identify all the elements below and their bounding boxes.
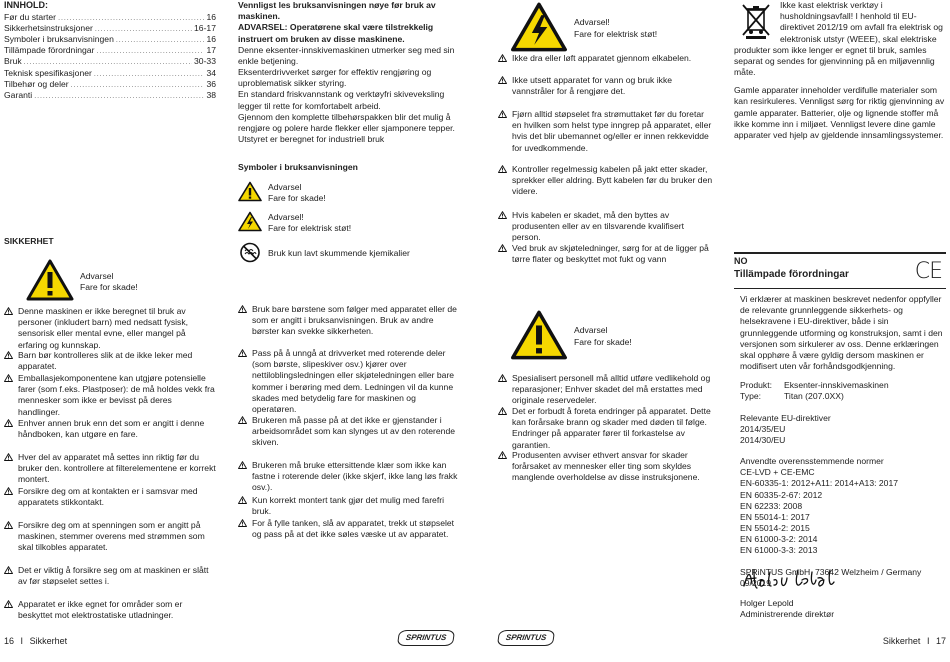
page-number: 16 (4, 636, 15, 646)
signer-block (740, 598, 946, 620)
footer-section: Sikkerhet (29, 636, 68, 646)
symbol-row (238, 181, 466, 205)
crossed-bin-icon (738, 2, 774, 43)
type-label: Type: (740, 391, 762, 402)
standards-title: Anvendte overensstemmende normer (740, 456, 884, 467)
list-entry: CE-LVD + CE-EMC (740, 467, 815, 478)
list-item (238, 348, 460, 415)
list-item-text: Ikke utsett apparatet for vann og bruk ikke vannstråler for å rengjøre det. (512, 75, 673, 97)
symbol-line: Bruk kun lavt skummende kjemikalier (268, 248, 410, 259)
list-item-text: Hvis kabelen er skadet, må den byttes av produsenten eller av en tilsvarende kvalifisert person. (512, 210, 684, 243)
symbol-line: Advarsel! (268, 212, 304, 223)
list-item-text: Ikke dra eller løft apparatet gjennom elkabelen. (512, 53, 692, 63)
declaration-title: Tillämpade förordningar (734, 268, 849, 280)
safety-warning (26, 259, 216, 304)
list-entry: EN 61000-3-2: 2014 (740, 534, 818, 545)
toc-page: 16 (206, 11, 216, 22)
intro-paragraph: Eksenterdrivverket sørger for effektiv rengjøring og uproblematisk sikker styring. (238, 67, 432, 89)
toc-row (4, 68, 216, 79)
list-item (238, 304, 460, 338)
footer-separator: I (20, 636, 24, 646)
safety-heading: SIKKERHET (4, 236, 54, 246)
list-entry: EN 62233: 2008 (740, 500, 803, 511)
list-item (498, 210, 714, 244)
symbols-section (238, 162, 466, 266)
list-item (498, 373, 714, 407)
list-item-text: Denne maskinen er ikke beregnet til bruk av personer (inkludert barn) med nedsatt fysisk, sensorisk eller mental evne, eller mangel på erfaring og kunnskap. (18, 306, 189, 350)
electric-warning-icon (238, 211, 262, 235)
list-item-text: Bruk bare børstene som følger med apparatet eller de som er angitt i bruksanvisningen. Bruk av andre børster kan svekke sikkerheten. (252, 304, 457, 337)
list-item (4, 599, 216, 621)
caution-icon (498, 76, 507, 97)
weee-text-2: Gamle apparater inneholder verdifulle materialer som kan resirkuleres. Vennligst sørg for riktig gjenvinning av gamle apparater. Batterier, olje og lignende stoffer må ikke komme inn i miljøet. Vennligst levere dine gamle apparater ved hjelp av gjeldende innsamlingssystemer. (734, 85, 945, 140)
caution-icon (238, 519, 247, 540)
standards-list (740, 467, 946, 556)
weee-section (734, 0, 948, 141)
intro-paragraph: En standard friskvannstank og verktøyfri skiveveksling legger til rette for komfortabelt arbeid. (238, 89, 445, 111)
list-item-text: Produsenten avviser ethvert ansvar for skader forårsaket av mennesker eller ting som skyldes manglende overholdelse av disse instruksjonene. (512, 450, 700, 483)
list-item (498, 164, 714, 198)
caution-icon (4, 487, 13, 508)
caution-icon (238, 305, 247, 338)
caution-icon (4, 600, 13, 621)
toc-page: 17 (206, 45, 216, 56)
warning-line: Advarsel! (574, 17, 610, 28)
toc-page: 16 (206, 34, 216, 45)
list-item (238, 518, 460, 540)
warning-line: Fare for skade! (574, 336, 632, 347)
list-item (4, 350, 216, 372)
no-foam-icon (238, 242, 262, 266)
warning-icon (510, 310, 568, 363)
toc-row (4, 90, 216, 101)
product-row (740, 380, 946, 391)
footer-right (883, 636, 946, 648)
toc-page: 36 (206, 78, 216, 89)
toc-row (4, 23, 216, 34)
sprintus-logo: SPRINTUS (397, 630, 455, 646)
symbol-line: Fare for skade! (268, 193, 326, 204)
toc-row (4, 45, 216, 56)
toc-label: Tilbehør og deler (4, 78, 69, 89)
toc-label: Garanti (4, 89, 33, 100)
list-item-text: Enhver annen bruk enn det som er angitt i denne håndboken, kan utgøre en fare. (18, 418, 205, 440)
list-item-text: Barn bør kontrolleres slik at de ikke leker med apparatet. (18, 350, 193, 372)
caution-icon (498, 165, 507, 198)
toc-page: 30-33 (194, 56, 216, 67)
caution-icon (238, 416, 247, 449)
caution-icon (498, 451, 507, 484)
company: SPRiNTUS GmbH, 73642 Welzheim / Germany (740, 566, 922, 577)
list-item-text: Emballasjekomponentene kan utgjøre potensielle farer (som f.eks. Plastposer): de må holdes vekk fra mennesker som ikke er bevisst på deres handlinger. (18, 373, 215, 417)
ce-mark: CE (914, 259, 942, 284)
toc-label: Bruk (4, 56, 22, 67)
list-item-text: Brukeren må passe på at det ikke er gjenstander i arbeidsområdet som kan slynges ut av den roterende skiven. (252, 415, 456, 448)
list-item (4, 418, 216, 440)
intro-paragraph: Utstyret er beregnet for industriell bruk (238, 134, 385, 145)
left-column (4, 0, 216, 101)
declaration-date: 09/2019 (740, 577, 772, 588)
warning-line: Fare for elektrisk støt! (574, 28, 658, 39)
toc-row (4, 12, 216, 23)
page-number: 17 (935, 636, 946, 646)
directives-list (740, 424, 946, 446)
list-item (498, 450, 714, 484)
footer-section: Sikkerhet (882, 636, 921, 646)
list-entry: EN 55014-1: 2017 (740, 511, 810, 522)
list-item-text: Kun korrekt montert tank gjør det mulig med farefri bruk. (252, 495, 444, 517)
caution-icon (4, 351, 13, 372)
list-entry: EN-60335-1: 2012+A11: 2014+A13: 2017 (740, 478, 898, 489)
warning-line: Fare for skade! (80, 281, 138, 292)
list-item (498, 53, 714, 64)
warning-line: Advarsel (574, 325, 608, 336)
injury-warning (510, 310, 632, 363)
list-item-text: Det er viktig å forsikre seg om at maskinen er slått av før støpselet settes i. (18, 565, 209, 587)
warning-icon (26, 259, 74, 304)
symbols-heading: Symboler i bruksanvisningen (238, 162, 358, 172)
intro-paragraph: Gjennom den komplette tilbehørspakken blir det mulig å rengjøre og polere harde flekker eller sjamponere tepper. (238, 111, 455, 133)
declaration-intro: Vi erklærer at maskinen beskrevet nedenfor oppfyller de relevante grunnleggende sikkerhets- og helsekravene i EU-direktiver, både i sin grunnleggende utforming og konstruksjon, samt i den versjonen som sirkulerer av oss. Denne erklæringen skal opphøre å være gyldig dersom maskinen er modifisert uten vår forhåndsgodkjenning. (740, 294, 943, 372)
symbol-row (238, 242, 466, 266)
weee-text: Ikke kast elektrisk verktøy i husholdningsavfall! I henhold til EU-direktivet 2012/19 om avfall fra elektrisk og elektronisk utstyr (WEEE), skal elektriske produkter som ikke lenger er egnet til bruk, samles separat og sendes for gjenvinning på en miljøvennlig måte. (734, 0, 943, 78)
caution-icon (498, 407, 507, 451)
list-item (4, 565, 216, 587)
list-entry: 2014/30/EU (740, 434, 786, 445)
toc-row (4, 79, 216, 90)
list-item-text: For å fylle tanken, slå av apparatet, trekk ut støpselet og pass på at det ikke søles væske ut av apparatet. (252, 518, 455, 540)
list-item-text: Hver del av apparatet må settes inn riktig før du bruker den. kontrollere at filterelementene er korrekt montert. (18, 452, 216, 485)
list-item (4, 373, 216, 418)
warning-icon (238, 181, 262, 205)
declaration-header (734, 252, 946, 289)
signer-title: Administrerende direktør (740, 609, 835, 620)
list-item (4, 306, 216, 351)
toc-page: 34 (206, 67, 216, 78)
intro-advarsel: ADVARSEL: Operatørene skal være tilstrekkelig instruert om bruken av disse maskinene. (238, 22, 434, 44)
declaration-body (740, 294, 946, 589)
list-item (498, 406, 714, 451)
signature (740, 566, 840, 597)
sprintus-logo: SPRINTUS (497, 630, 555, 646)
toc-label: Symboler i bruksanvisningen (4, 34, 114, 45)
directives-title: Relevante EU-direktiver (740, 412, 831, 423)
country-code: NO (734, 256, 748, 266)
toc-row (4, 34, 216, 45)
caution-icon (498, 110, 507, 154)
caution-icon (4, 374, 13, 418)
symbol-row (238, 211, 466, 235)
caution-icon (498, 54, 507, 64)
list-item-text: Pass på å unngå at drivverket med roterende deler (som børste, slipeskiver osv.) kjører over nettiloblingsledningen eller skjøteledningen eller bare kommer i berøring med dem. Ledningen vil da kunne skades med betydelig fare for maskinen og operatøren. (252, 348, 455, 414)
list-item-text: Forsikre deg om at spenningen som er angitt på maskinen, stemmer overens med strømmen som skal tilkobles apparatet. (18, 520, 205, 553)
caution-icon (498, 211, 507, 244)
toc-label: Før du starter (4, 11, 57, 22)
intro-heading: Vennligst les bruksanvisningen nøye før bruk av maskinen. (238, 0, 436, 22)
product-label: Produkt: (740, 380, 773, 391)
signer-name: Holger Lepold (740, 598, 794, 608)
list-item-text: Det er forbudt å foreta endringer på apparatet. Dette kan forårsake brann og skader med døden til følge. Endringer på apparater fører til forkastelse av garantien. (512, 406, 711, 450)
list-item (498, 243, 714, 265)
toc-title: INNHOLD: (4, 0, 48, 10)
list-item (4, 520, 216, 554)
list-entry: EN 60335-2-67: 2012 (740, 489, 823, 500)
list-item (4, 486, 216, 508)
list-item-text: Spesialisert personell må alltid utføre vedlikehold og reparasjoner; Enhver skadet del må erstattes med originale reservedeler. (512, 373, 711, 406)
list-entry: EN 55014-2: 2015 (740, 523, 810, 534)
symbol-line: Advarsel (268, 182, 302, 193)
footer-left (4, 636, 67, 648)
caution-icon (498, 244, 507, 265)
list-item (238, 415, 460, 449)
product-value: Eksenter-innskivemaskinen (784, 380, 889, 391)
list-item-text: Ved bruk av skjøteledninger, sørg for at de ligger på tørre flater og beskyttet mot fukt og vann (512, 243, 709, 265)
list-entry: EN 61000-3-3: 2013 (740, 545, 818, 556)
intro-paragraph: Denne eksenter-innskivemaskinen utmerker seg med sin enkle betjening. (238, 44, 455, 66)
toc-page: 38 (206, 89, 216, 100)
list-item-text: Forsikre deg om at kontakten er i samsvar med apparatets stikkontakt. (18, 486, 198, 508)
list-item-text: Apparatet er ikke egnet for områder som er beskyttet mot elektrostatiske utladninger. (18, 599, 183, 621)
caution-icon (238, 349, 247, 415)
caution-icon (238, 461, 247, 494)
toc-page: 16-17 (194, 22, 216, 33)
toc-label: Teknisk spesifikasjoner (4, 67, 92, 78)
list-item-text: Fjørn alltid støpselet fra strømuttaket før du foretar en hvilken som helst type inngrep på apparatet, eller hvis det blir ubemannet og/eller er innen rekkevidde for uvedkommende. (512, 109, 712, 153)
caution-icon (4, 307, 13, 351)
list-item-text: Kontroller regelmessig kabelen på jakt etter skader, sprekker eller aldring. Bytt kabelen før du bruker den videre. (512, 164, 713, 197)
caution-icon (4, 566, 13, 587)
table-of-contents (4, 12, 216, 101)
electric-warning (510, 2, 657, 55)
list-item-text: Brukeren må bruke ettersittende klær som ikke kan fastne i roterende deler (ikke skjerf, ikke lang løs frakk osv.). (252, 460, 458, 493)
footer-separator: I (926, 636, 930, 646)
toc-label: Tillämpade förordningar (4, 45, 95, 56)
caution-icon (4, 521, 13, 554)
list-item (498, 75, 714, 97)
electric-warning-icon (510, 2, 568, 55)
intro-column (238, 0, 466, 145)
list-item (238, 495, 460, 517)
caution-icon (4, 419, 13, 440)
list-item (4, 452, 216, 486)
caution-icon (498, 374, 507, 407)
toc-row (4, 56, 216, 67)
type-row (740, 391, 946, 402)
type-value: Titan (207.0XX) (784, 391, 844, 402)
caution-icon (4, 453, 13, 486)
toc-label: Sikkerhetsinstruksjoner (4, 22, 93, 33)
symbol-line: Fare for elektrisk støt! (268, 223, 352, 234)
warning-line: Advarsel (80, 270, 114, 281)
list-entry: 2014/35/EU (740, 423, 786, 434)
list-item (498, 109, 714, 154)
safety-section (4, 236, 216, 304)
caution-icon (238, 496, 247, 517)
list-item (238, 460, 460, 494)
